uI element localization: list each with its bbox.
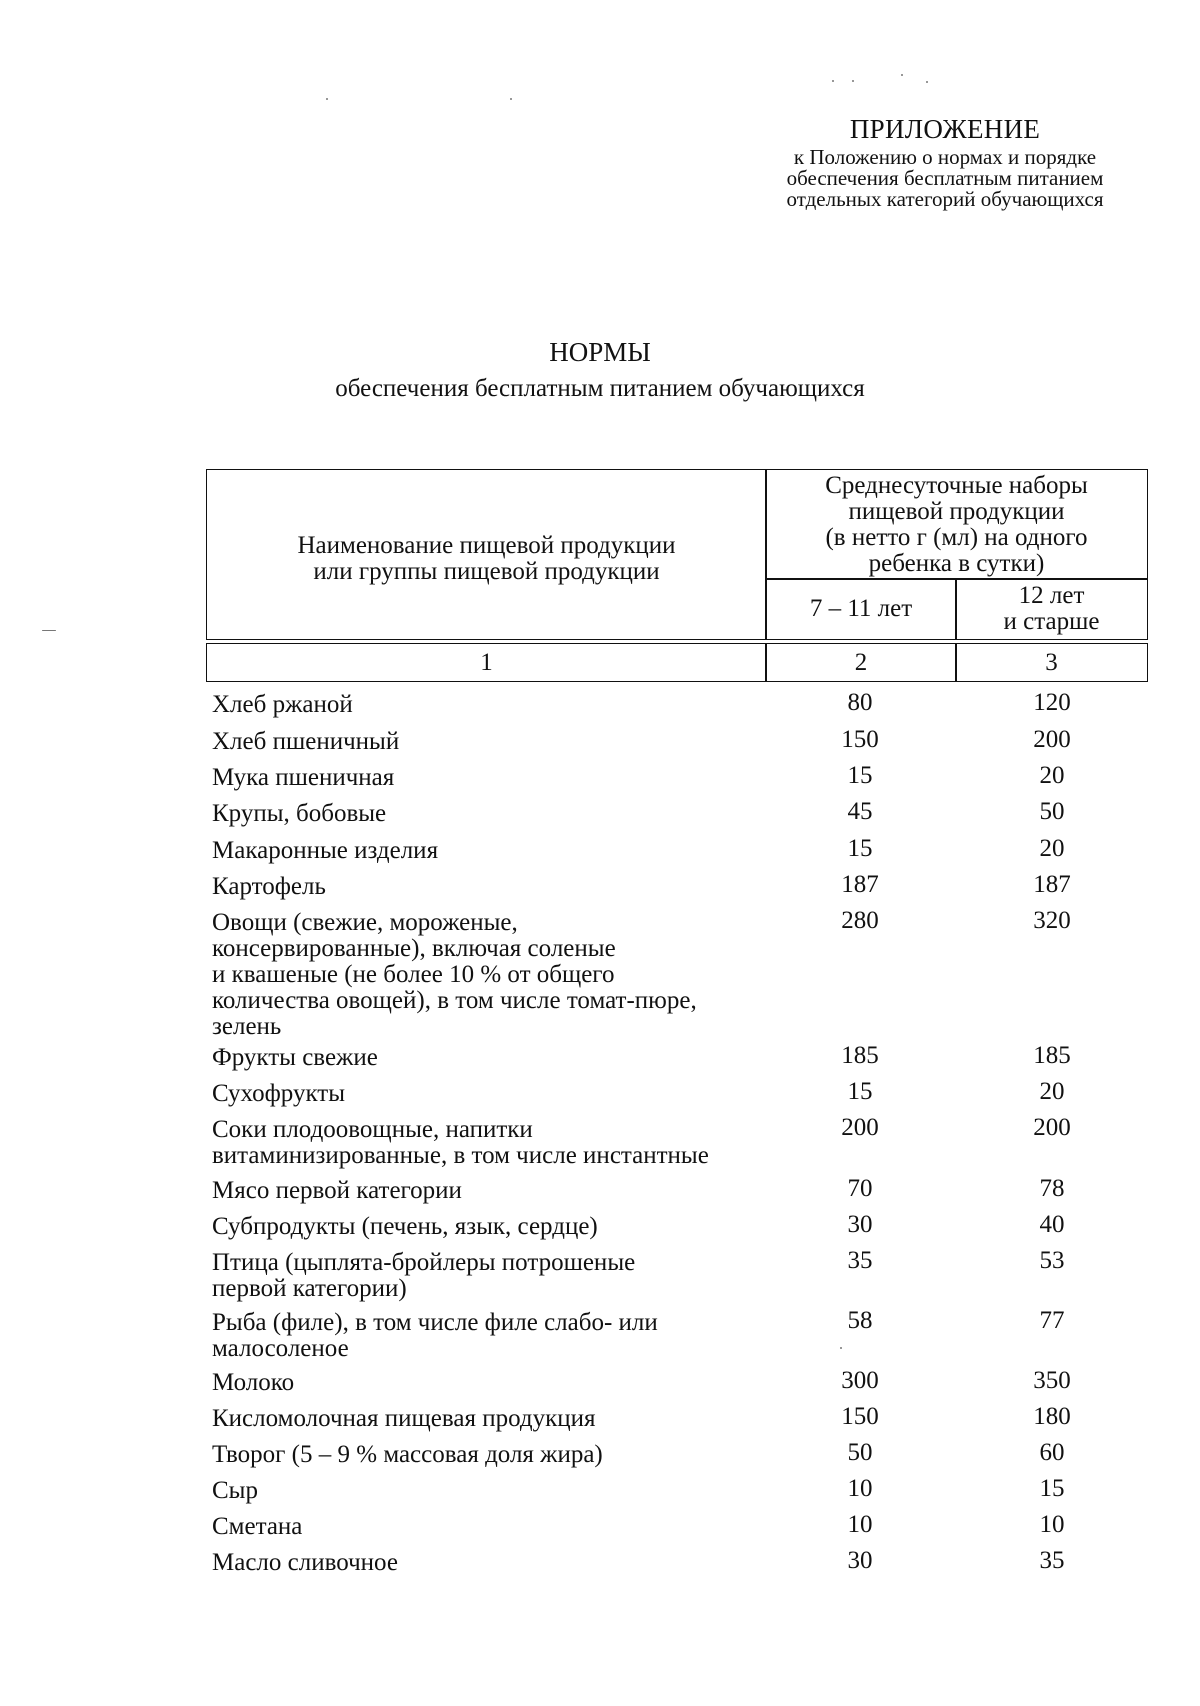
header-group-cell <box>765 469 1148 580</box>
header-name-column <box>206 469 767 640</box>
product-name <box>212 1370 772 1396</box>
value-12-plus: 350 <box>1033 1367 1071 1394</box>
scan-speck <box>852 80 854 82</box>
product-name-line: Соки плодоовощные, напитки <box>212 1116 533 1143</box>
scan-speck <box>832 80 834 82</box>
product-name-line: Птица (цыплята-бройлеры потрошеные <box>212 1249 636 1276</box>
appendix-note-line: к Положению о нормах и порядке <box>793 145 1097 169</box>
product-name-line: Мука пшеничная <box>212 764 395 791</box>
value-7-11: 15 <box>847 762 873 789</box>
appendix-block <box>760 113 1130 210</box>
product-name <box>212 1550 772 1576</box>
value-12-plus: 50 <box>1039 798 1065 825</box>
column-number-label: 3 <box>1045 648 1058 676</box>
header-age-7-11 <box>765 578 957 640</box>
value-12-plus: 53 <box>1039 1247 1065 1274</box>
product-name-line: Субпродукты (печень, язык, сердце) <box>212 1213 598 1240</box>
product-name-line: Сыр <box>212 1477 258 1504</box>
value-7-11: 300 <box>841 1367 879 1394</box>
product-name <box>212 1081 772 1107</box>
appendix-note-line: обеспечения бесплатным питанием <box>786 166 1104 190</box>
value-7-11: 30 <box>847 1547 873 1574</box>
column-number-label: 1 <box>480 648 493 676</box>
column-number-label: 2 <box>854 648 868 676</box>
product-name-line: Мясо первой категории <box>212 1177 462 1204</box>
product-name <box>212 1478 772 1504</box>
value-12-plus: 20 <box>1039 1078 1065 1105</box>
product-name <box>212 729 772 755</box>
value-7-11: 35 <box>847 1247 873 1274</box>
header-age-12-plus <box>955 578 1148 640</box>
column-number-2 <box>765 643 957 682</box>
appendix-note-line: отдельных категорий обучающихся <box>786 187 1104 211</box>
product-name-line: Хлеб пшеничный <box>212 728 400 755</box>
product-name-line: Фрукты свежие <box>212 1044 378 1071</box>
header-age-line: 12 лет <box>1018 582 1085 609</box>
header-group-line: (в нетто г (мл) на одного <box>825 523 1088 551</box>
scan-speck <box>42 630 56 631</box>
value-7-11: 200 <box>841 1114 879 1141</box>
value-12-plus: 187 <box>1033 871 1071 898</box>
value-7-11: 15 <box>847 1078 873 1105</box>
product-name <box>212 1442 772 1468</box>
product-name-line: Кисломолочная пищевая продукция <box>212 1405 596 1432</box>
document-subtitle: обеспечения бесплатным питанием обучающихся <box>335 375 865 402</box>
product-name <box>212 910 772 1040</box>
value-12-plus: 78 <box>1039 1175 1065 1202</box>
product-name-line: и квашеные (не более 10 % от общего <box>212 961 615 988</box>
column-number-3 <box>955 643 1148 682</box>
product-name <box>212 1310 772 1362</box>
product-name-line: количества овощей), в том числе томат-пюре, <box>212 987 697 1014</box>
header-group-line: Среднесуточные наборы <box>825 471 1088 499</box>
product-name <box>212 1214 772 1240</box>
value-7-11: 150 <box>841 1403 879 1430</box>
value-12-plus: 60 <box>1039 1439 1065 1466</box>
product-name-line: Хлеб ржаной <box>212 691 353 718</box>
product-name <box>212 1117 772 1169</box>
value-12-plus: 180 <box>1033 1403 1071 1430</box>
header-group-line: пищевой продукции <box>848 497 1065 525</box>
value-12-plus: 35 <box>1039 1547 1065 1574</box>
value-7-11: 280 <box>841 907 879 934</box>
value-12-plus: 10 <box>1039 1511 1065 1538</box>
product-name-line: Молоко <box>212 1369 295 1396</box>
appendix-title: ПРИЛОЖЕНИЕ <box>849 114 1041 144</box>
value-12-plus: 20 <box>1039 835 1065 862</box>
scan-speck <box>926 81 928 83</box>
product-name-line: Сухофрукты <box>212 1080 346 1107</box>
product-name-line: Макаронные изделия <box>212 837 439 864</box>
value-12-plus: 185 <box>1033 1042 1071 1069</box>
value-7-11: 58 <box>847 1307 873 1334</box>
product-name <box>212 765 772 791</box>
value-7-11: 80 <box>847 689 873 716</box>
product-name <box>212 1406 772 1432</box>
product-name-line: Творог (5 – 9 % массовая доля жира) <box>212 1441 603 1468</box>
value-12-plus: 20 <box>1039 762 1065 789</box>
header-age-label: 7 – 11 лет <box>809 595 913 622</box>
product-name <box>212 1514 772 1540</box>
product-name <box>212 692 772 718</box>
value-12-plus: 200 <box>1033 726 1071 753</box>
value-12-plus: 120 <box>1033 689 1071 716</box>
scan-speck <box>901 74 903 76</box>
product-name-line: первой категории) <box>212 1275 407 1302</box>
value-12-plus: 200 <box>1033 1114 1071 1141</box>
scan-speck <box>840 1347 842 1349</box>
product-name-line: малосоленое <box>212 1335 349 1362</box>
product-name-line: зелень <box>212 1013 282 1040</box>
product-name-line: Крупы, бобовые <box>212 800 387 827</box>
document-title: НОРМЫ <box>549 337 651 367</box>
header-group-line: ребенка в сутки) <box>868 549 1045 577</box>
value-7-11: 15 <box>847 835 873 862</box>
header-name-line: Наименование пищевой продукции <box>297 531 676 559</box>
value-7-11: 10 <box>847 1511 873 1538</box>
product-name-line: Рыба (филе), в том числе филе слабо- или <box>212 1309 658 1336</box>
value-7-11: 10 <box>847 1475 873 1502</box>
product-name <box>212 838 772 864</box>
value-7-11: 185 <box>841 1042 879 1069</box>
product-name <box>212 801 772 827</box>
value-7-11: 187 <box>841 871 879 898</box>
scan-speck <box>510 98 512 100</box>
product-name-line: консервированные), включая соленые <box>212 935 616 962</box>
product-name <box>212 1178 772 1204</box>
value-7-11: 30 <box>847 1211 873 1238</box>
product-name <box>212 1045 772 1071</box>
product-name-line: Сметана <box>212 1513 303 1540</box>
product-name-line: витаминизированные, в том числе инстантные <box>212 1142 709 1169</box>
product-name <box>212 874 772 900</box>
header-age-line: и старше <box>1003 608 1100 635</box>
column-number-1 <box>206 643 767 682</box>
header-name-line: или группы пищевой продукции <box>313 557 660 585</box>
value-7-11: 150 <box>841 726 879 753</box>
scan-speck <box>326 98 328 100</box>
value-12-plus: 40 <box>1039 1211 1065 1238</box>
value-12-plus: 15 <box>1039 1475 1065 1502</box>
value-12-plus: 320 <box>1033 907 1071 934</box>
value-7-11: 70 <box>847 1175 873 1202</box>
value-12-plus: 77 <box>1039 1307 1065 1334</box>
product-name-line: Картофель <box>212 873 326 900</box>
product-name-line: Масло сливочное <box>212 1549 398 1576</box>
value-7-11: 50 <box>847 1439 873 1466</box>
product-name <box>212 1250 772 1302</box>
value-7-11: 45 <box>847 798 873 825</box>
appendix-note <box>760 147 1130 210</box>
product-name-line: Овощи (свежие, мороженые, <box>212 909 518 936</box>
